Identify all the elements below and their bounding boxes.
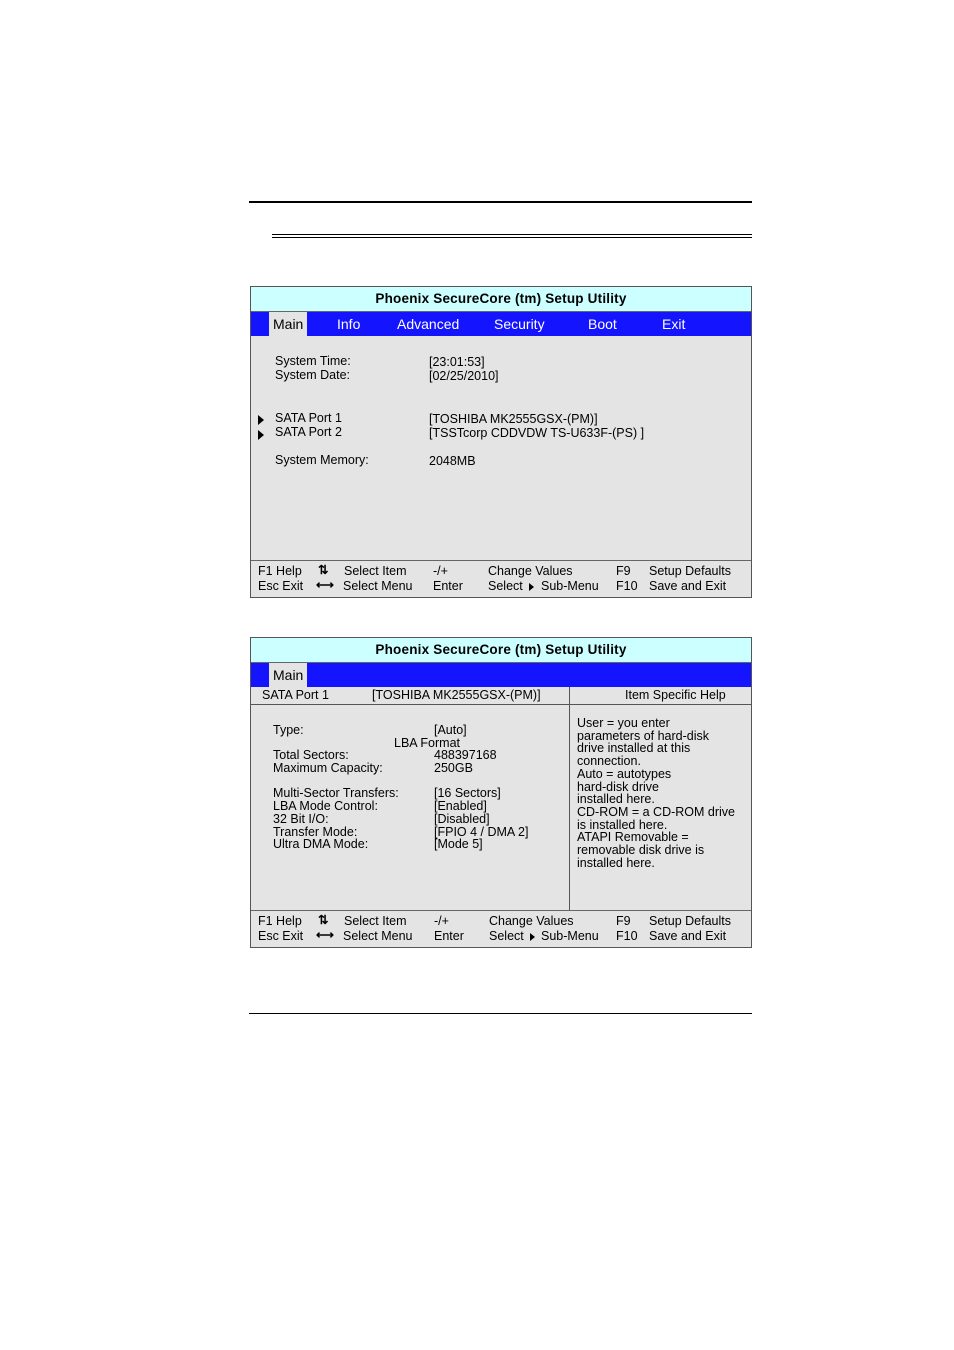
submenu-arrow-icon [258, 412, 264, 426]
minus-plus-key: -/+ [434, 914, 449, 928]
select-menu-hint: Select Menu [343, 929, 413, 943]
ultra-dma-label: Ultra DMA Mode: [273, 837, 369, 851]
total-sectors-value: 488397168 [434, 748, 497, 762]
sata-port-2-value: [TSSTcorp CDDVDW TS-U633F-(PS) ] [429, 426, 645, 440]
help-line: CD-ROM = a CD-ROM drive [577, 804, 735, 819]
select-hint: Select [488, 579, 523, 593]
f10-key: F10 [616, 929, 638, 943]
up-down-arrows-icon: ⇅ [318, 563, 329, 577]
multi-sector-value[interactable]: [16 Sectors] [434, 786, 501, 800]
system-date-value[interactable]: [02/25/2010] [429, 369, 499, 383]
tab-main[interactable]: Main [269, 312, 307, 336]
help-line: ATAPI Removable = [577, 830, 689, 845]
section-rule [272, 234, 752, 235]
help-line: installed here. [577, 792, 655, 807]
menu-bar [251, 312, 751, 336]
select-item-hint: Select Item [344, 564, 407, 578]
help-line: hard-disk drive [577, 779, 659, 794]
tab-boot[interactable]: Boot [588, 316, 617, 332]
type-value[interactable]: [Auto] [434, 723, 467, 737]
bios-main-screen [250, 286, 752, 598]
select-menu-hint: Select Menu [343, 579, 413, 593]
help-line: Auto = autotypes [577, 766, 672, 781]
total-sectors-label: Total Sectors: [273, 748, 349, 762]
multi-sector-label: Multi-Sector Transfers: [273, 786, 399, 800]
lba-format-label: LBA Format [394, 736, 460, 750]
left-right-arrows-icon: ⟷ [316, 578, 334, 592]
tab-exit[interactable]: Exit [662, 316, 686, 332]
sub-menu-hint: Sub-Menu [541, 579, 599, 593]
submenu-arrow-icon [528, 929, 538, 943]
setup-defaults-hint: Setup Defaults [649, 914, 731, 928]
help-panel-text [577, 717, 735, 869]
f1-help: F1 Help [258, 914, 302, 928]
tab-advanced[interactable]: Advanced [397, 316, 460, 332]
f10-key: F10 [616, 579, 638, 593]
submenu-arrow-icon [258, 427, 264, 441]
system-memory-label: System Memory: [275, 453, 369, 467]
help-panel-title: Item Specific Help [625, 688, 726, 702]
header-rule [249, 201, 752, 203]
tab-main[interactable]: Main [269, 663, 307, 687]
help-line: removable disk drive is [577, 843, 705, 858]
sata-port-2-label[interactable]: SATA Port 2 [275, 425, 342, 439]
esc-exit: Esc Exit [258, 929, 304, 943]
minus-plus-key: -/+ [433, 564, 448, 578]
help-line: drive installed at this [577, 741, 691, 756]
save-exit-hint: Save and Exit [649, 929, 727, 943]
ultra-dma-value[interactable]: [Mode 5] [434, 837, 483, 851]
section-rule [272, 237, 752, 238]
enter-key: Enter [433, 579, 463, 593]
panel-divider [569, 687, 570, 911]
32bit-io-label: 32 Bit I/O: [273, 812, 329, 826]
system-memory-value: 2048MB [429, 454, 476, 468]
submenu-header-label: SATA Port 1 [262, 688, 329, 702]
f9-key: F9 [616, 564, 631, 578]
sub-menu-hint: Sub-Menu [541, 929, 599, 943]
header-divider [251, 704, 569, 705]
bios-title: Phoenix SecureCore (tm) Setup Utility [251, 287, 751, 312]
tab-security[interactable]: Security [494, 316, 545, 332]
submenu-arrow-icon [527, 579, 537, 593]
footer-rule [249, 1013, 752, 1014]
select-item-hint: Select Item [344, 914, 407, 928]
system-time-label: System Time: [275, 354, 351, 368]
f1-help: F1 Help [258, 564, 302, 578]
sata-port-1-label[interactable]: SATA Port 1 [275, 411, 342, 425]
left-right-arrows-icon: ⟷ [316, 928, 334, 942]
up-down-arrows-icon: ⇅ [318, 913, 329, 927]
enter-key: Enter [434, 929, 464, 943]
bios-title: Phoenix SecureCore (tm) Setup Utility [251, 638, 751, 663]
help-line: connection. [577, 754, 641, 769]
esc-exit: Esc Exit [258, 579, 304, 593]
transfer-mode-label: Transfer Mode: [273, 825, 358, 839]
key-help-footer [251, 910, 751, 947]
lba-mode-value[interactable]: [Enabled] [434, 799, 487, 813]
help-line: is installed here. [577, 817, 668, 832]
sata-port-1-value: [TOSHIBA MK2555GSX-(PM)] [429, 412, 598, 426]
select-hint: Select [489, 929, 524, 943]
max-capacity-label: Maximum Capacity: [273, 761, 383, 775]
lba-mode-label: LBA Mode Control: [273, 799, 378, 813]
system-date-label: System Date: [275, 368, 351, 382]
max-capacity-value: 250GB [434, 761, 473, 775]
type-label: Type: [273, 723, 304, 737]
bios-sata-port-screen [250, 637, 752, 948]
32bit-io-value[interactable]: [Disabled] [434, 812, 490, 826]
submenu-header [251, 687, 751, 705]
setup-defaults-hint: Setup Defaults [649, 564, 731, 578]
f9-key: F9 [616, 914, 631, 928]
submenu-header-value: [TOSHIBA MK2555GSX-(PM)] [372, 688, 541, 702]
change-values-hint: Change Values [488, 564, 573, 578]
help-line: parameters of hard-disk [577, 728, 710, 743]
help-line: installed here. [577, 855, 655, 870]
key-help-footer [251, 560, 751, 597]
save-exit-hint: Save and Exit [649, 579, 727, 593]
tab-info[interactable]: Info [337, 316, 361, 332]
transfer-mode-value[interactable]: [FPIO 4 / DMA 2] [434, 825, 529, 839]
menu-bar [251, 663, 751, 687]
change-values-hint: Change Values [489, 914, 574, 928]
system-time-value[interactable]: [23:01:53] [429, 355, 485, 369]
help-line: User = you enter [577, 716, 670, 730]
